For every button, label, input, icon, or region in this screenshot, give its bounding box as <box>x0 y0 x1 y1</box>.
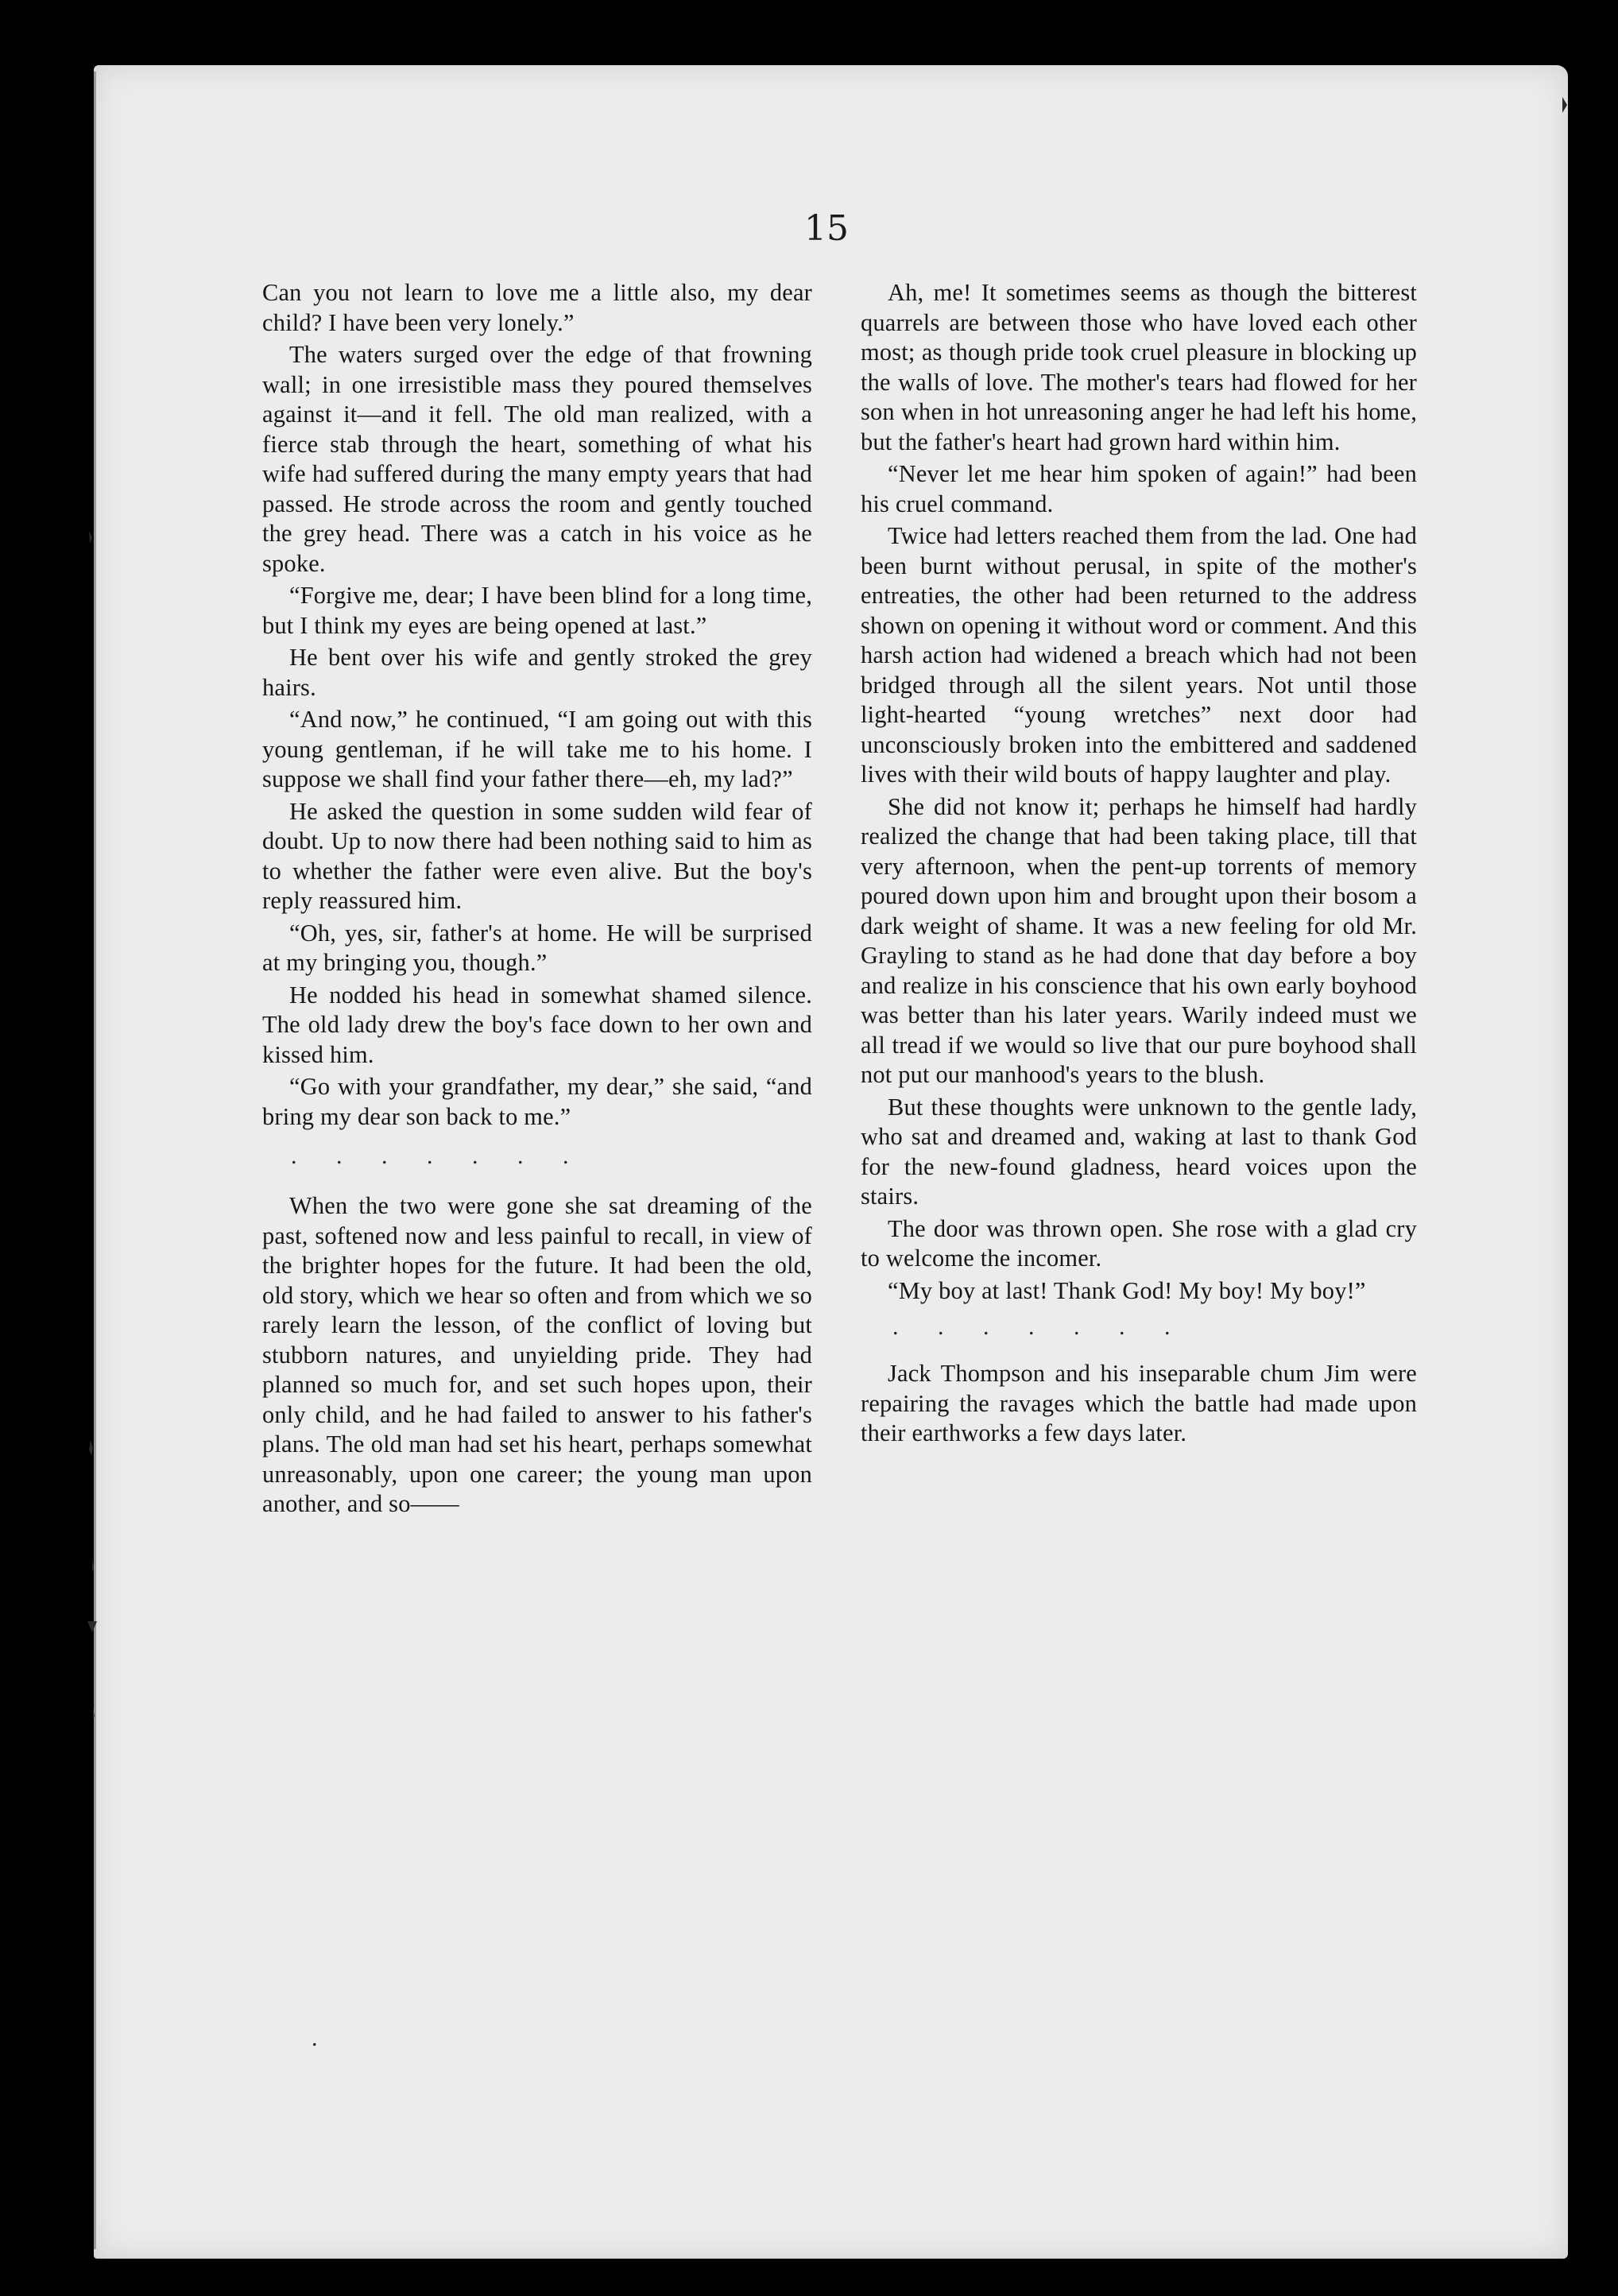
page-number: 15 <box>804 208 849 249</box>
paragraph: But these thoughts were unknown to the gentle lady, who sat and dreamed and, waking at last to thank God for the new-found gladness, heard voices upon the stairs. <box>861 1093 1417 1210</box>
page-edge-shadow <box>94 72 96 2249</box>
paragraph: When the two were gone she sat dreaming of the past, softened now and less painful to recall, in view of the brighter hopes for the future. It had been the old, old story, which we hear so often and from which we so rarely learn the lesson, of the conflict of loving but stubborn natures, and unyielding pride. They had planned so much for, and set such hopes upon, their only child, and he had failed to answer to his father's plans. The old man had set his heart, perhaps somewhat unreasonably, upon one career; the young man upon another, and so—— <box>262 1192 812 1517</box>
paragraph: “And now,” he continued, “I am going out with this young gentleman, if he will take me to his home. I suppose we shall find your father there—eh, my lad?” <box>262 706 812 792</box>
paragraph: He nodded his head in somewhat shamed silence. The old lady drew the boy's face down to her own and kissed him. <box>262 981 812 1068</box>
paragraph: “Go with your grandfather, my dear,” she said, “and bring my dear son back to me.” <box>262 1073 812 1130</box>
stray-mark: . <box>312 2025 318 2051</box>
right-text-column <box>861 278 1417 1449</box>
paragraph: The waters surged over the edge of that frowning wall; in one irresistible mass they poured themselves against it—and it fell. The old man realized, with a fierce stab through the heart, something of what his wife had suffered during the many empty years that had passed. He strode across the room and gently touched the grey head. There was a catch in his voice as he spoke. <box>262 341 812 577</box>
margin-scratch-icon <box>89 1440 93 1456</box>
paragraph: “Forgive me, dear; I have been blind for a long time, but I think my eyes are being opened at last.” <box>262 582 812 639</box>
section-break-dots: . . . . . . . <box>892 1314 1171 1340</box>
left-text-column <box>262 278 812 1520</box>
section-break-dots: . . . . . . . <box>291 1143 569 1169</box>
paragraph: He asked the question in some sudden wild fear of doubt. Up to now there had been nothing said to him as to whether the father were even alive. But the boy's reply reassured him. <box>262 797 812 914</box>
paragraph: Twice had letters reached them from the lad. One had been burnt without perusal, in spite of the mother's entreaties, the other had been returned to the address shown on opening it without word or comment. And this harsh action had widened a breach which had not been bridged through all the silent years. Not until those light-hearted “young wretches” next door had unconsciously broken into the embittered and saddened lives with their wild bouts of happy laughter and play. <box>861 522 1417 788</box>
paragraph: “Oh, yes, sir, father's at home. He will be surprised at my bringing you, though.” <box>262 919 812 976</box>
paragraph: Ah, me! It sometimes seems as though the bitterest quarrels are between those who have loved each other most; as though pride took cruel pleasure in blocking up the walls of love. The mother's tears had flowed for her son when in hot unreasoning anger he had left his home, but the father's heart had grown hard within him. <box>861 279 1417 455</box>
paragraph: Jack Thompson and his inseparable chum Jim were repairing the ravages which the battle had made upon their earthworks a few days later. <box>861 1360 1417 1446</box>
paragraph: “My boy at last! Thank God! My boy! My boy!” <box>888 1276 1366 1304</box>
paragraph: Can you not learn to love me a little also, my dear child? I have been very lonely.” <box>262 279 812 336</box>
paragraph: He bent over his wife and gently stroked the grey hairs. <box>262 644 812 701</box>
margin-scratch-icon <box>89 531 92 544</box>
paragraph: “Never let me hear him spoken of again!” had been his cruel command. <box>861 460 1417 517</box>
paragraph: She did not know it; perhaps he himself had hardly realized the change that had been taking place, till that very afternoon, when the pent-up torrents of memory poured down upon him and brought upon their bosom a dark weight of shame. It was a new feeling for old Mr. Grayling to stand as he had done that day before a boy and realize in his conscience that his own early boyhood was better than his later years. Warily indeed must we all tread if we would so live that our pure boyhood shall not put our manhood's years to the blush. <box>861 792 1417 1088</box>
paragraph: The door was thrown open. She rose with a glad cry to welcome the incomer. <box>861 1214 1417 1272</box>
